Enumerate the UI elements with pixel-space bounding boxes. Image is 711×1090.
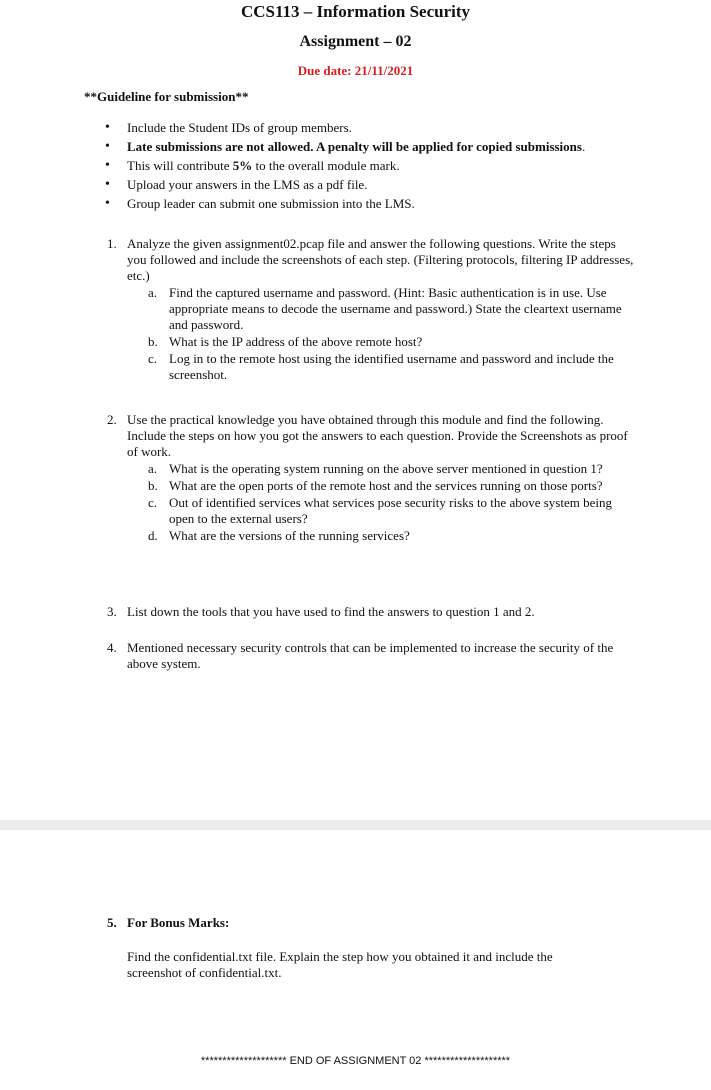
guideline-list — [100, 118, 640, 213]
guideline-item: • Upload your answers in the LMS as a pdf file. — [100, 175, 640, 194]
assignment-title: Assignment – 02 — [299, 33, 412, 50]
question-2d: d. What are the versions of the running services? — [148, 528, 410, 543]
question-2c: c. Out of identified services what services pose security risks to the above system being open to the external users? — [148, 495, 612, 526]
guideline-item: • This will contribute 5% to the overall module mark. — [100, 156, 640, 175]
question-2a: a. What is the operating system running on the above server mentioned in question 1? — [148, 461, 603, 476]
course-title: CCS113 – Information Security — [240, 2, 471, 21]
guideline-item: • Group leader can submit one submission into the LMS. — [100, 194, 640, 213]
guideline-item: • Late submissions are not allowed. A penalty will be applied for copied submissions. — [100, 137, 640, 156]
question-3: 3. List down the tools that you have used to find the answers to question 1 and 2. — [107, 604, 535, 619]
document-page-2 — [0, 830, 711, 1090]
guideline-heading: **Guideline for submission** — [84, 89, 249, 104]
question-2b: b. What are the open ports of the remote host and the services running on those ports? — [148, 478, 603, 493]
end-marker: ******************** END OF ASSIGNMENT 02 ******************** — [200, 1055, 511, 1067]
page-separator — [0, 820, 711, 830]
question-2-text: Use the practical knowledge you have obtained through this module and find the following. Include the steps on how you got the answers to each question. Provide the Screenshots as proof of work. — [127, 412, 628, 459]
bonus-heading: 5. For Bonus Marks: — [107, 915, 230, 930]
due-date: Due date: 21/11/2021 — [297, 63, 414, 78]
question-1a: a. Find the captured username and password. (Hint: Basic authentication is in use. Use appropriate means to decode the username and password.) State the cleartext username and password. — [148, 285, 622, 332]
question-4: 4. Mentioned necessary security controls that can be implemented to increase the security of the above system. — [107, 640, 614, 671]
bonus-text: Find the confidential.txt file. Explain the step how you obtained it and include the screenshot of confidential.txt. — [127, 949, 553, 980]
question-2: 2. Use the practical knowledge you have obtained through this module and find the following. Include the steps on how you got the answers to each question. Provide the Screenshots as proof of work. a. What is the operating system running on the above server mentioned in question 1? b. What are the open ports of the remote host and the services running on those ports? c. Out of identified services what services pose security risks to the above system being open to the external users? d. What are the versions of the running services? — [100, 412, 635, 544]
question-1b: b. What is the IP address of the above remote host? — [148, 334, 423, 349]
question-1c: c. Log in to the remote host using the identified username and password and include the screenshot. — [148, 351, 614, 382]
guideline-item: • Include the Student IDs of group members. — [100, 118, 640, 137]
question-1-text: Analyze the given assignment02.pcap file and answer the following questions. Write the steps you followed and include the screenshots of each step. (Filtering protocols, filtering IP addresses, etc.) — [127, 236, 634, 283]
question-1: 1. Analyze the given assignment02.pcap file and answer the following questions. Write the steps you followed and include the screenshots of each step. (Filtering protocols, filtering IP addresses, etc.) a. Find the captured username and password. (Hint: Basic authentication is in use. Use appropriate means to decode the username and password.) State the cleartext username and password. b. What is the IP address of the above remote host? c. Log in to the remote host using the identified username and password and include the screenshot. — [107, 236, 634, 382]
